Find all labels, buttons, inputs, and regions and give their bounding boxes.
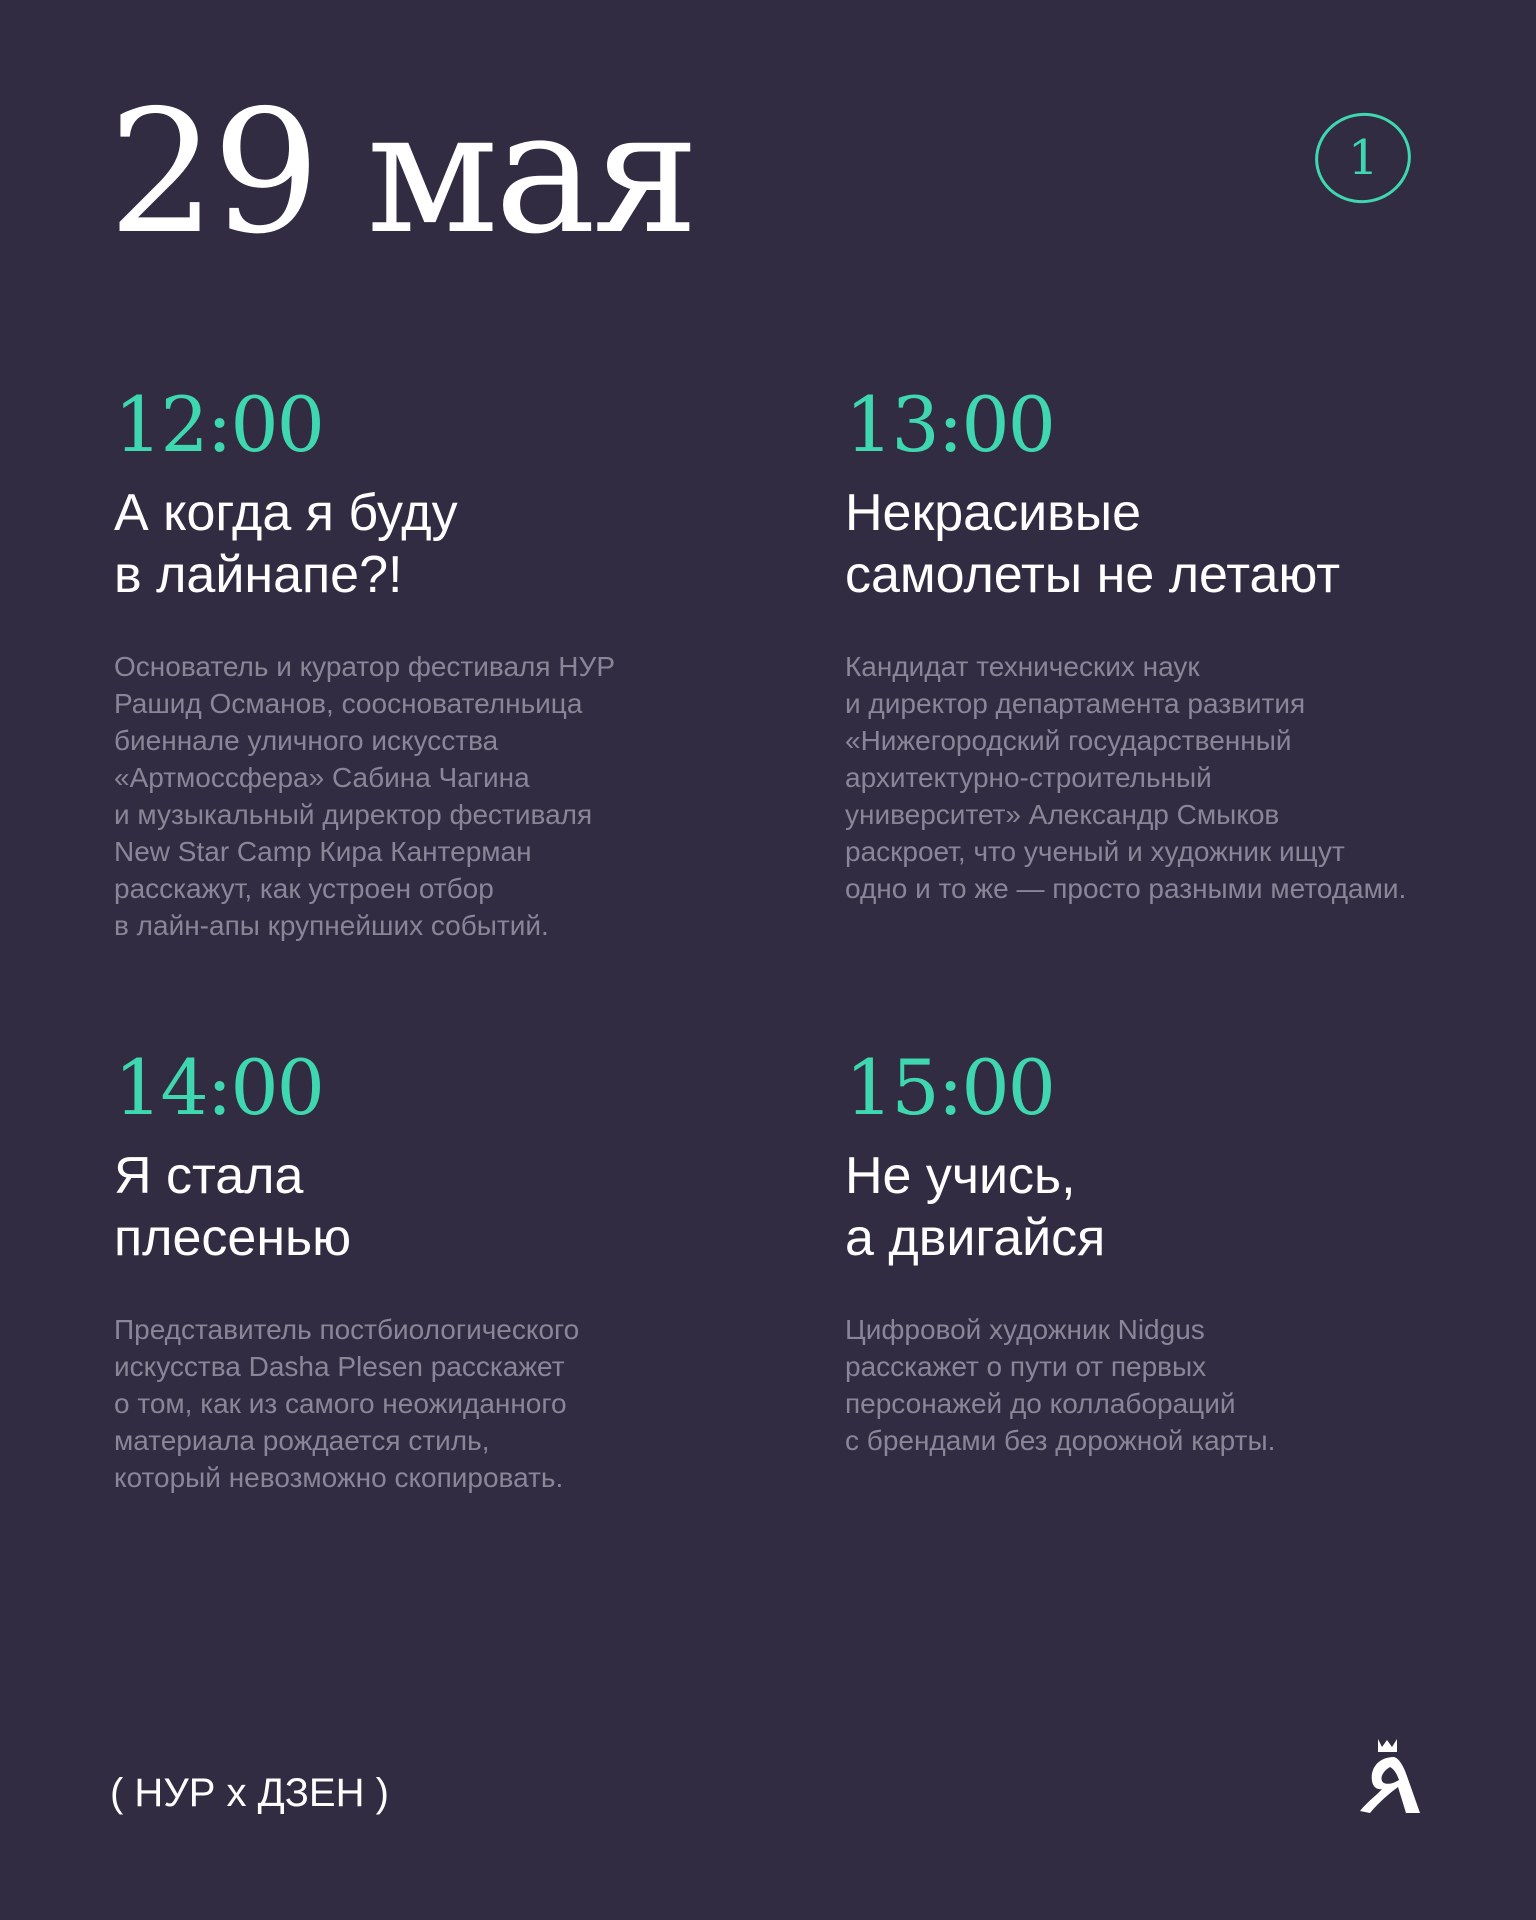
event-card [114, 380, 734, 944]
event-time: 13:00 [845, 380, 1055, 469]
event-title: Некрасивые самолеты не летают [845, 484, 1341, 604]
page-number-badge [1307, 104, 1420, 212]
event-time: 12:00 [114, 380, 324, 469]
event-card [114, 1043, 734, 1496]
footer-label: ( НУР x ДЗЕН ) [110, 1771, 389, 1815]
event-title: Не учись, а двигайся [845, 1147, 1106, 1267]
event-card [845, 1043, 1465, 1459]
event-card [845, 380, 1465, 907]
page-title: 29 мая [108, 74, 696, 272]
event-description: Основатель и куратор фестиваля НУР Рашид Османов, сооснователньица биеннале уличного искусства «Артмоссфера» Сабина Чагина и музыкальный директор фестиваля New Star Camp Кира Кантерман расскажут, как устроен отбор в лайн-апы крупнейших событий. [114, 651, 615, 941]
event-title: Я стала плесенью [114, 1147, 352, 1267]
event-description: Представитель постбиологического искусства Dasha Plesen расскажет о том, как из самого неожиданного материала рождается стиль, который невозможно скопировать. [114, 1314, 580, 1493]
page-number: 1 [1347, 130, 1379, 187]
event-time: 15:00 [845, 1043, 1055, 1132]
event-title: А когда я буду в лайнапе?! [114, 484, 458, 604]
event-description: Кандидат технических наук и директор департамента развития «Нижегородский государственный архитектурно-строительный университет» Александр Смыков раскроет, что ученый и художник ищут одно и то же — просто разными методами. [845, 651, 1407, 904]
crown-letter-logo-icon [1356, 1735, 1426, 1817]
event-time: 14:00 [114, 1043, 324, 1132]
event-description: Цифровой художник Nidgus расскажет о пути от первых персонажей до коллабораций с брендами без дорожной карты. [845, 1314, 1276, 1456]
